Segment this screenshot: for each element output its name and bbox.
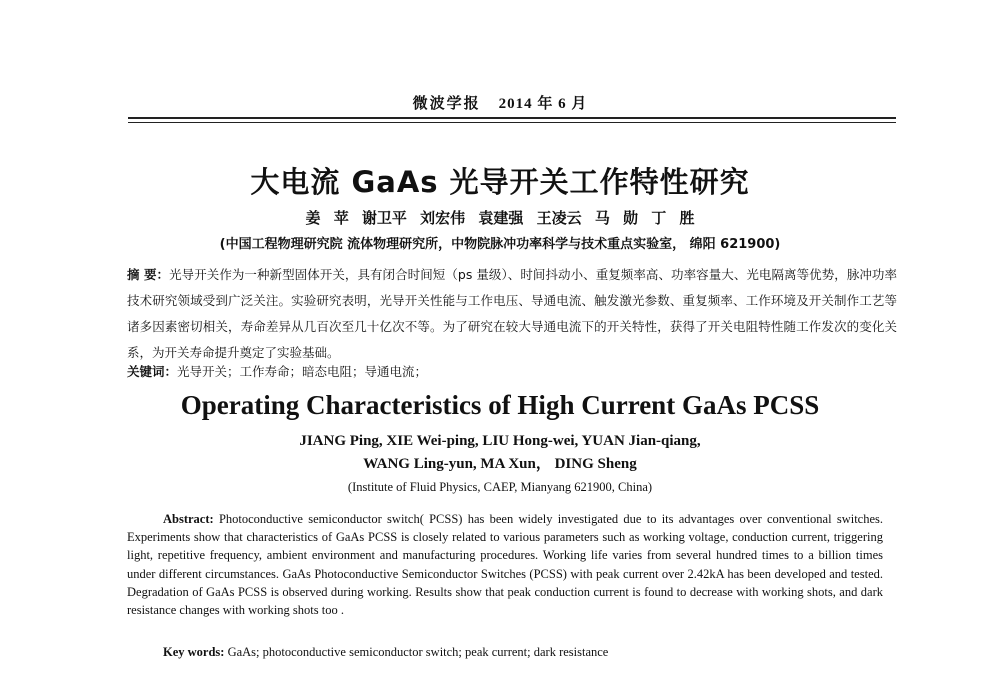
en-title: Operating Characteristics of High Current GaAs PCSS xyxy=(180,390,820,420)
en-keywords xyxy=(163,645,883,660)
en-affiliation: (Institute of Fluid Physics, CAEP, Mianyang 621900, China) xyxy=(347,480,653,494)
cn-authors: 姜 苹 谢卫平 刘宏伟 袁建强 王凌云 马 勋 丁 胜 xyxy=(305,209,695,227)
cn-keywords xyxy=(127,362,897,382)
cn-affiliation: (中国工程物理研究院 流体物理研究所，中物院脉冲功率科学与技术重点实验室， 绵阳 621900) xyxy=(219,237,781,252)
en-abstract xyxy=(127,510,883,619)
en-abstract-label: Abstract: xyxy=(163,512,214,526)
header-rule-thin xyxy=(128,122,896,123)
en-authors-line-1: JIANG Ping, XIE Wei-ping, LIU Hong-wei, YUAN Jian-qiang, xyxy=(299,433,701,449)
issue-date: 2014 年 6 月 xyxy=(498,96,588,112)
en-keywords-label: Key words: xyxy=(163,645,225,659)
en-abstract-text: Photoconductive semiconductor switch( PCSS) has been widely investigated due to its advantages over conventional switches. Experiments show that characteristics of GaAs PCSS is closely related to various parameters such as working voltage, conduction current, triggering light, repetitive frequency, ambient environment and manufacturing procedures. Working life varies from several hundred times to a billion times under different circumstances. GaAs Photoconductive Semiconductor Switches (PCSS) with peak current over 2.42kA has been developed and tested. Degradation of GaAs PCSS is observed during working. Results show that peak conduction current is found to decrease with working shots, and dark resistance changes with working shots too . xyxy=(127,512,883,618)
cn-abstract xyxy=(127,262,897,366)
running-header xyxy=(0,92,1000,113)
cn-abstract-text: 光导开关作为一种新型固体开关，具有闭合时间短（ps 量级）、时间抖动小、重复频率高、功率容量大、光电隔离等优势，脉冲功率技术研究领域受到广泛关注。实验研究表明，光导开关性能与工作电压、导通电流、触发激光参数、重复频率、工作环境及开关制作工艺等诸多因素密切相关，寿命差异从几百次至几十亿次不等。为了研究在较大导通电流下的开关特性，获得了开关电阻特性随工作发次的变化关系，为开关寿命提升奠定了实验基础。 xyxy=(127,267,897,360)
en-authors-line-2: WANG Ling-yun, MA Xun， DING Sheng xyxy=(363,456,637,472)
cn-keywords-label: 关键词： xyxy=(127,364,178,379)
cn-keywords-text: 光导开关；工作寿命；暗态电阻；导通电流； xyxy=(177,364,428,379)
en-keywords-text: GaAs; photoconductive semiconductor switch; peak current; dark resistance xyxy=(224,645,609,659)
cn-title: 大电流 GaAs 光导开关工作特性研究 xyxy=(250,165,750,199)
en-authors xyxy=(0,430,1000,476)
journal-name: 微波学报 xyxy=(412,94,481,112)
header-rule-thick xyxy=(128,117,896,119)
cn-abstract-label: 摘 要： xyxy=(127,267,170,282)
